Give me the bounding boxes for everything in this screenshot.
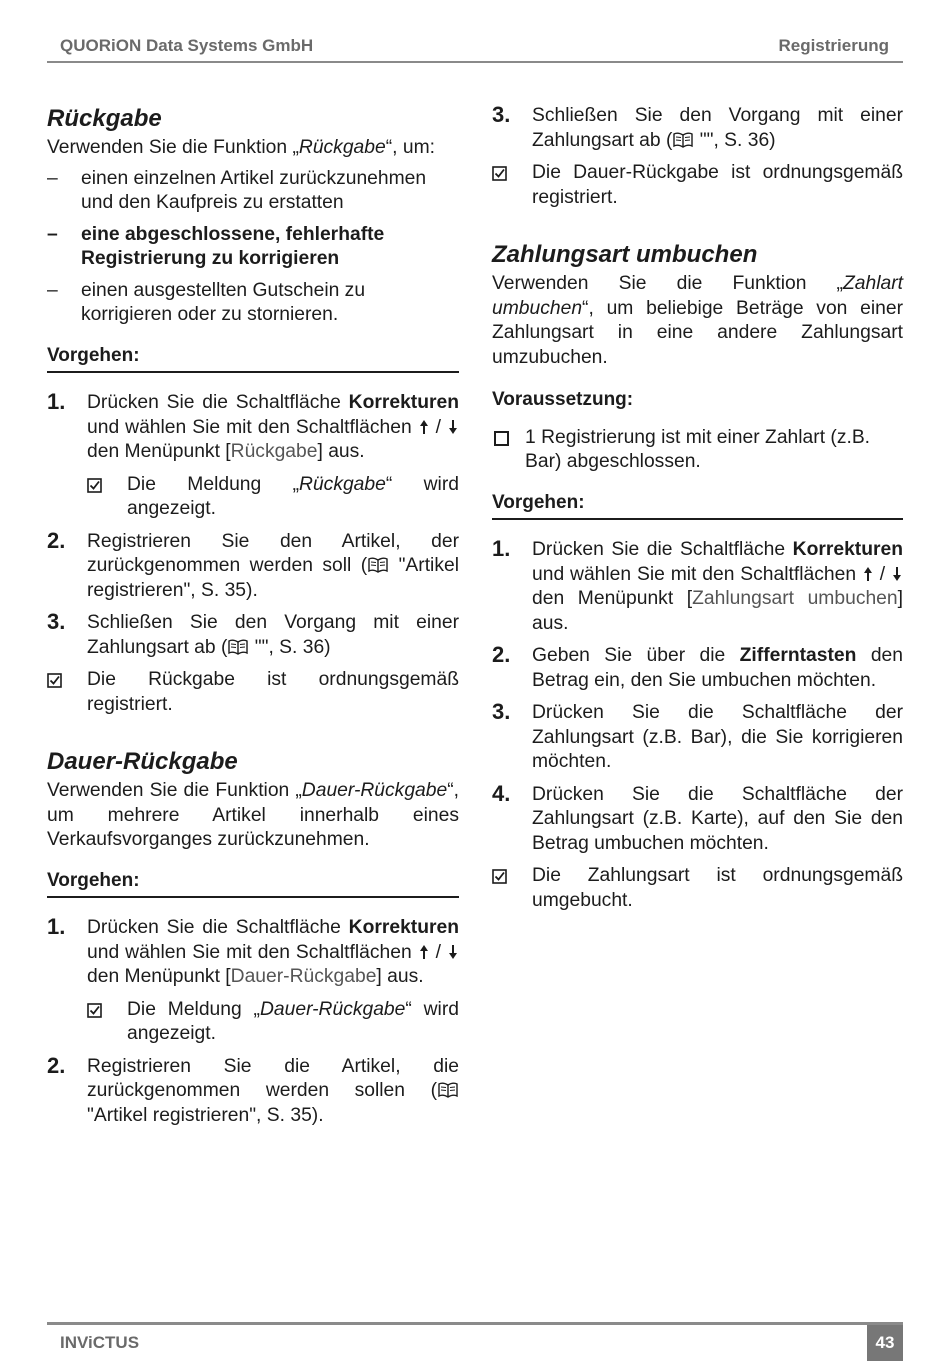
book-icon [672,132,694,148]
step-3: 3. Schließen Sie den Vorgang mit einer Zahlungsart ab ( "", S. 36) [492,102,903,151]
book-icon [437,1082,459,1098]
step-2: 2. Registrieren Sie die Artikel, die zurückgenommen werden sollen ( "Artikel registrieren", S. 35). [47,1052,459,1126]
section-title-dauer-rueckgabe: Dauer-Rückgabe [47,748,238,775]
result-message: Die Meldung „Rückgabe“ wird angezeigt. [47,473,459,522]
menu-item-ref: Zahlungsart umbuchen [692,588,898,609]
result-message: Die Meldung „Dauer-Rückgabe“ wird angezeigt. [47,998,459,1047]
subhead-vorgehen: Vorgehen: [47,869,459,899]
checked-box-icon [87,478,102,493]
page-footer [47,1322,903,1363]
arrow-down-icon [447,419,459,435]
cross-reference-link[interactable]: "Artikel registrieren", S. 35). [87,555,459,601]
step-2: 2. Geben Sie über die Zifferntasten den Betrag ein, den Sie umbuchen möchten. [492,642,903,691]
result-line: Die Dauer-Rückgabe ist ordnungsgemäß registriert. [492,161,903,210]
subhead-vorgehen: Vorgehen: [492,491,903,521]
intro-rueckgabe: Verwenden Sie die Funktion „Rückgabe“, um: [47,137,435,158]
intro-dauer-rueckgabe: Verwenden Sie die Funktion „Dauer-Rückgabe“, um mehrere Artikel innerhalb eines Verkaufsvorganges zurückzunehmen. [47,780,459,850]
section-title-rueckgabe: Rückgabe [47,105,162,132]
page-number: 43 [867,1325,903,1361]
square-bullet-icon [494,431,509,446]
step-1: 1. Drücken Sie die Schaltfläche Korrekturen und wählen Sie mit den Schaltflächen / den Menüpunkt [Zahlungsart umbuchen] aus. [492,536,903,634]
checked-box-icon [492,869,507,884]
intro-zahlungsart-umbuchen: Verwenden Sie die Funktion „Zahlart umbuchen“, um beliebige Beträge von einer Zahlungsart in eine andere Zahlungsart umzubuchen. [492,273,903,368]
arrow-down-icon [891,566,903,582]
arrow-up-icon [418,419,430,435]
page-header [47,34,903,63]
list-item: – einen ausgestellten Gutschein zu korrigieren oder zu stornieren. [47,279,366,325]
subhead-voraussetzung: Voraussetzung: [492,389,634,410]
button-ref-korrekturen: Korrekturen [348,917,459,938]
step-3: 3. Schließen Sie den Vorgang mit einer Zahlungsart ab ( "", S. 36) [47,609,459,658]
list-item: – einen einzelnen Artikel zurückzunehmen und den Kaufpreis zu erstatten [47,167,427,213]
result-line: Die Zahlungsart ist ordnungsgemäß umgebucht. [492,864,903,913]
cross-reference-link[interactable]: "", S. 36) [249,636,331,658]
cross-reference-link[interactable]: "Artikel registrieren", S. 35). [87,1104,324,1126]
subhead-vorgehen: Vorgehen: [47,344,459,374]
checked-box-icon [47,673,62,688]
right-column [492,104,903,921]
left-column [47,104,459,1136]
checked-box-icon [87,1003,102,1018]
step-3: 3. Drücken Sie die Schaltfläche der Zahlungsart (z.B. Bar), die Sie korrigieren möchten. [492,699,903,772]
arrow-down-icon [447,944,459,960]
book-icon [367,557,389,573]
arrow-up-icon [862,566,874,582]
menu-item-ref: Dauer-Rückgabe [230,966,377,987]
section-title-zahlungsart-umbuchen: Zahlungsart umbuchen [492,241,758,268]
menu-item-ref: Rückgabe [230,441,318,462]
book-icon [227,639,249,655]
prerequisite-item: 1 Registrierung ist mit einer Zahlart (z.B. Bar) abgeschlossen. [492,426,903,475]
step-1: 1. Drücken Sie die Schaltfläche Korrekturen und wählen Sie mit den Schaltflächen / den Menüpunkt [Dauer-Rückgabe] aus. [47,914,459,987]
step-2: 2. Registrieren Sie den Artikel, der zurückgenommen werden soll ( "Artikel registrieren", S. 35). [47,527,459,601]
checked-box-icon [492,166,507,181]
header-company: QUORiON Data Systems GmbH [60,36,314,55]
step-1: 1. Drücken Sie die Schaltfläche Korrekturen und wählen Sie mit den Schaltflächen / den Menüpunkt [Rückgabe] aus. [47,389,459,462]
cross-reference-link[interactable]: "", S. 36) [694,129,776,151]
button-ref-korrekturen: Korrekturen [348,392,459,413]
step-4: 4. Drücken Sie die Schaltfläche der Zahlungsart (z.B. Karte), auf den Sie den Betrag umbuchen möchten. [492,780,903,854]
button-ref-korrekturen: Korrekturen [792,539,903,560]
list-item: – eine abgeschlossene, fehlerhafte Registrierung zu korrigieren [47,223,385,269]
bullet-list [47,167,459,328]
result-line: Die Rückgabe ist ordnungsgemäß registriert. [47,668,459,717]
key-ref-zifferntasten: Zifferntasten [739,645,857,666]
footer-product: INViCTUS [60,1333,140,1352]
header-section: Registrierung [778,36,889,55]
arrow-up-icon [418,944,430,960]
